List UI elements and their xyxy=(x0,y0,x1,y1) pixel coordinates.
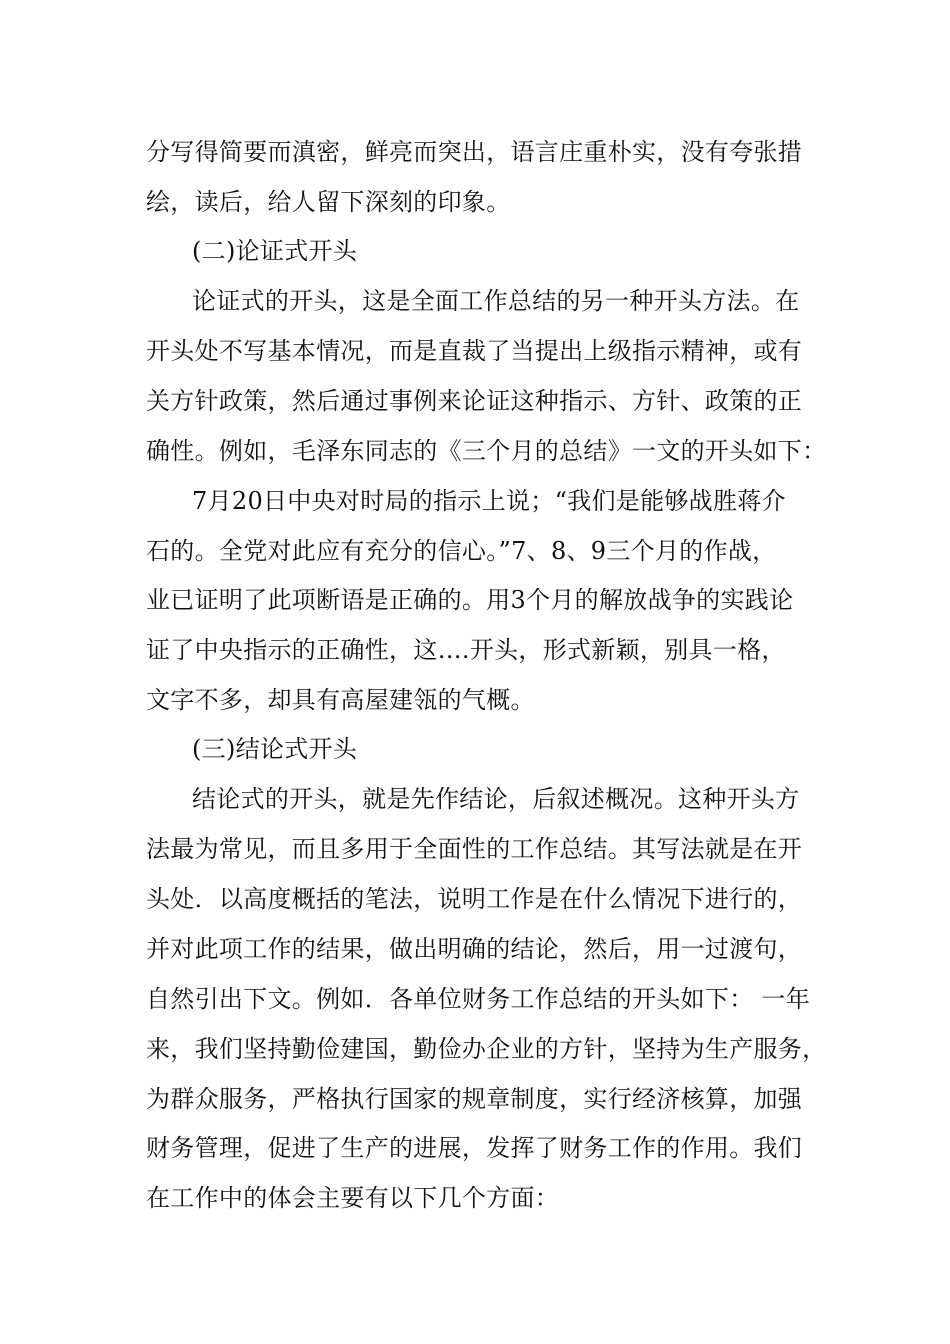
paragraph-line: 自然引出下文。例如．各单位财务工作总结的开头如下： 一年 xyxy=(146,985,811,1013)
paragraph-line: 确性。例如，毛泽东同志的《三个月的总结》一文的开头如下： xyxy=(146,437,827,465)
paragraph-line: 财务管理，促进了生产的进展，发挥了财务工作的作用。我们 xyxy=(146,1134,803,1162)
paragraph-line: 在工作中的体会主要有以下几个方面： xyxy=(146,1184,560,1212)
paragraph-line: 业已证明了此项断语是正确的。用3个月的解放战争的实践论 xyxy=(146,586,794,614)
paragraph-line: 7月20日中央对时局的指示上说；“我们是能够战胜蒋介 xyxy=(192,487,786,515)
paragraph-line: 结论式的开头，就是先作结论，后叙述概况。这种开头方 xyxy=(192,785,800,813)
paragraph-line: 来，我们坚持勤俭建国，勤俭办企业的方针，坚持为生产服务， xyxy=(146,1035,827,1063)
paragraph-line: 绘，读后，给人留下深刻的印象。 xyxy=(146,188,511,216)
paragraph-line: 论证式的开头，这是全面工作总结的另一种开头方法。在 xyxy=(192,287,800,315)
paragraph-line: 头处．以高度概括的笔法，说明工作是在什么情况下进行的， xyxy=(146,885,803,913)
section-heading: (二)论证式开头 xyxy=(192,237,358,265)
paragraph-line: 关方针政策，然后通过事例来论证这种指示、方针、政策的正 xyxy=(146,387,803,415)
paragraph-line: 法最为常见，而且多用于全面性的工作总结。其写法就是在开 xyxy=(146,835,803,863)
paragraph-line: 石的。全党对此应有充分的信心。”7、8、9三个月的作战， xyxy=(146,537,777,565)
paragraph-line: 证了中央指示的正确性，这….开头，形式新颖，别具一格， xyxy=(146,636,786,664)
paragraph-line: 并对此项工作的结果，做出明确的结论，然后，用一过渡句， xyxy=(146,935,803,963)
section-heading: (三)结论式开头 xyxy=(192,735,358,763)
paragraph-line: 为群众服务，严格执行国家的规章制度，实行经济核算，加强 xyxy=(146,1085,803,1113)
paragraph-line: 分写得简要而滇密，鲜亮而突出，语言庄重朴实，没有夸张措 xyxy=(146,138,803,166)
paragraph-line: 文字不多，却具有高屋建瓴的气概。 xyxy=(146,686,535,714)
paragraph-line: 开头处不写基本情况，而是直裁了当提出上级指示精神，或有 xyxy=(146,337,803,365)
